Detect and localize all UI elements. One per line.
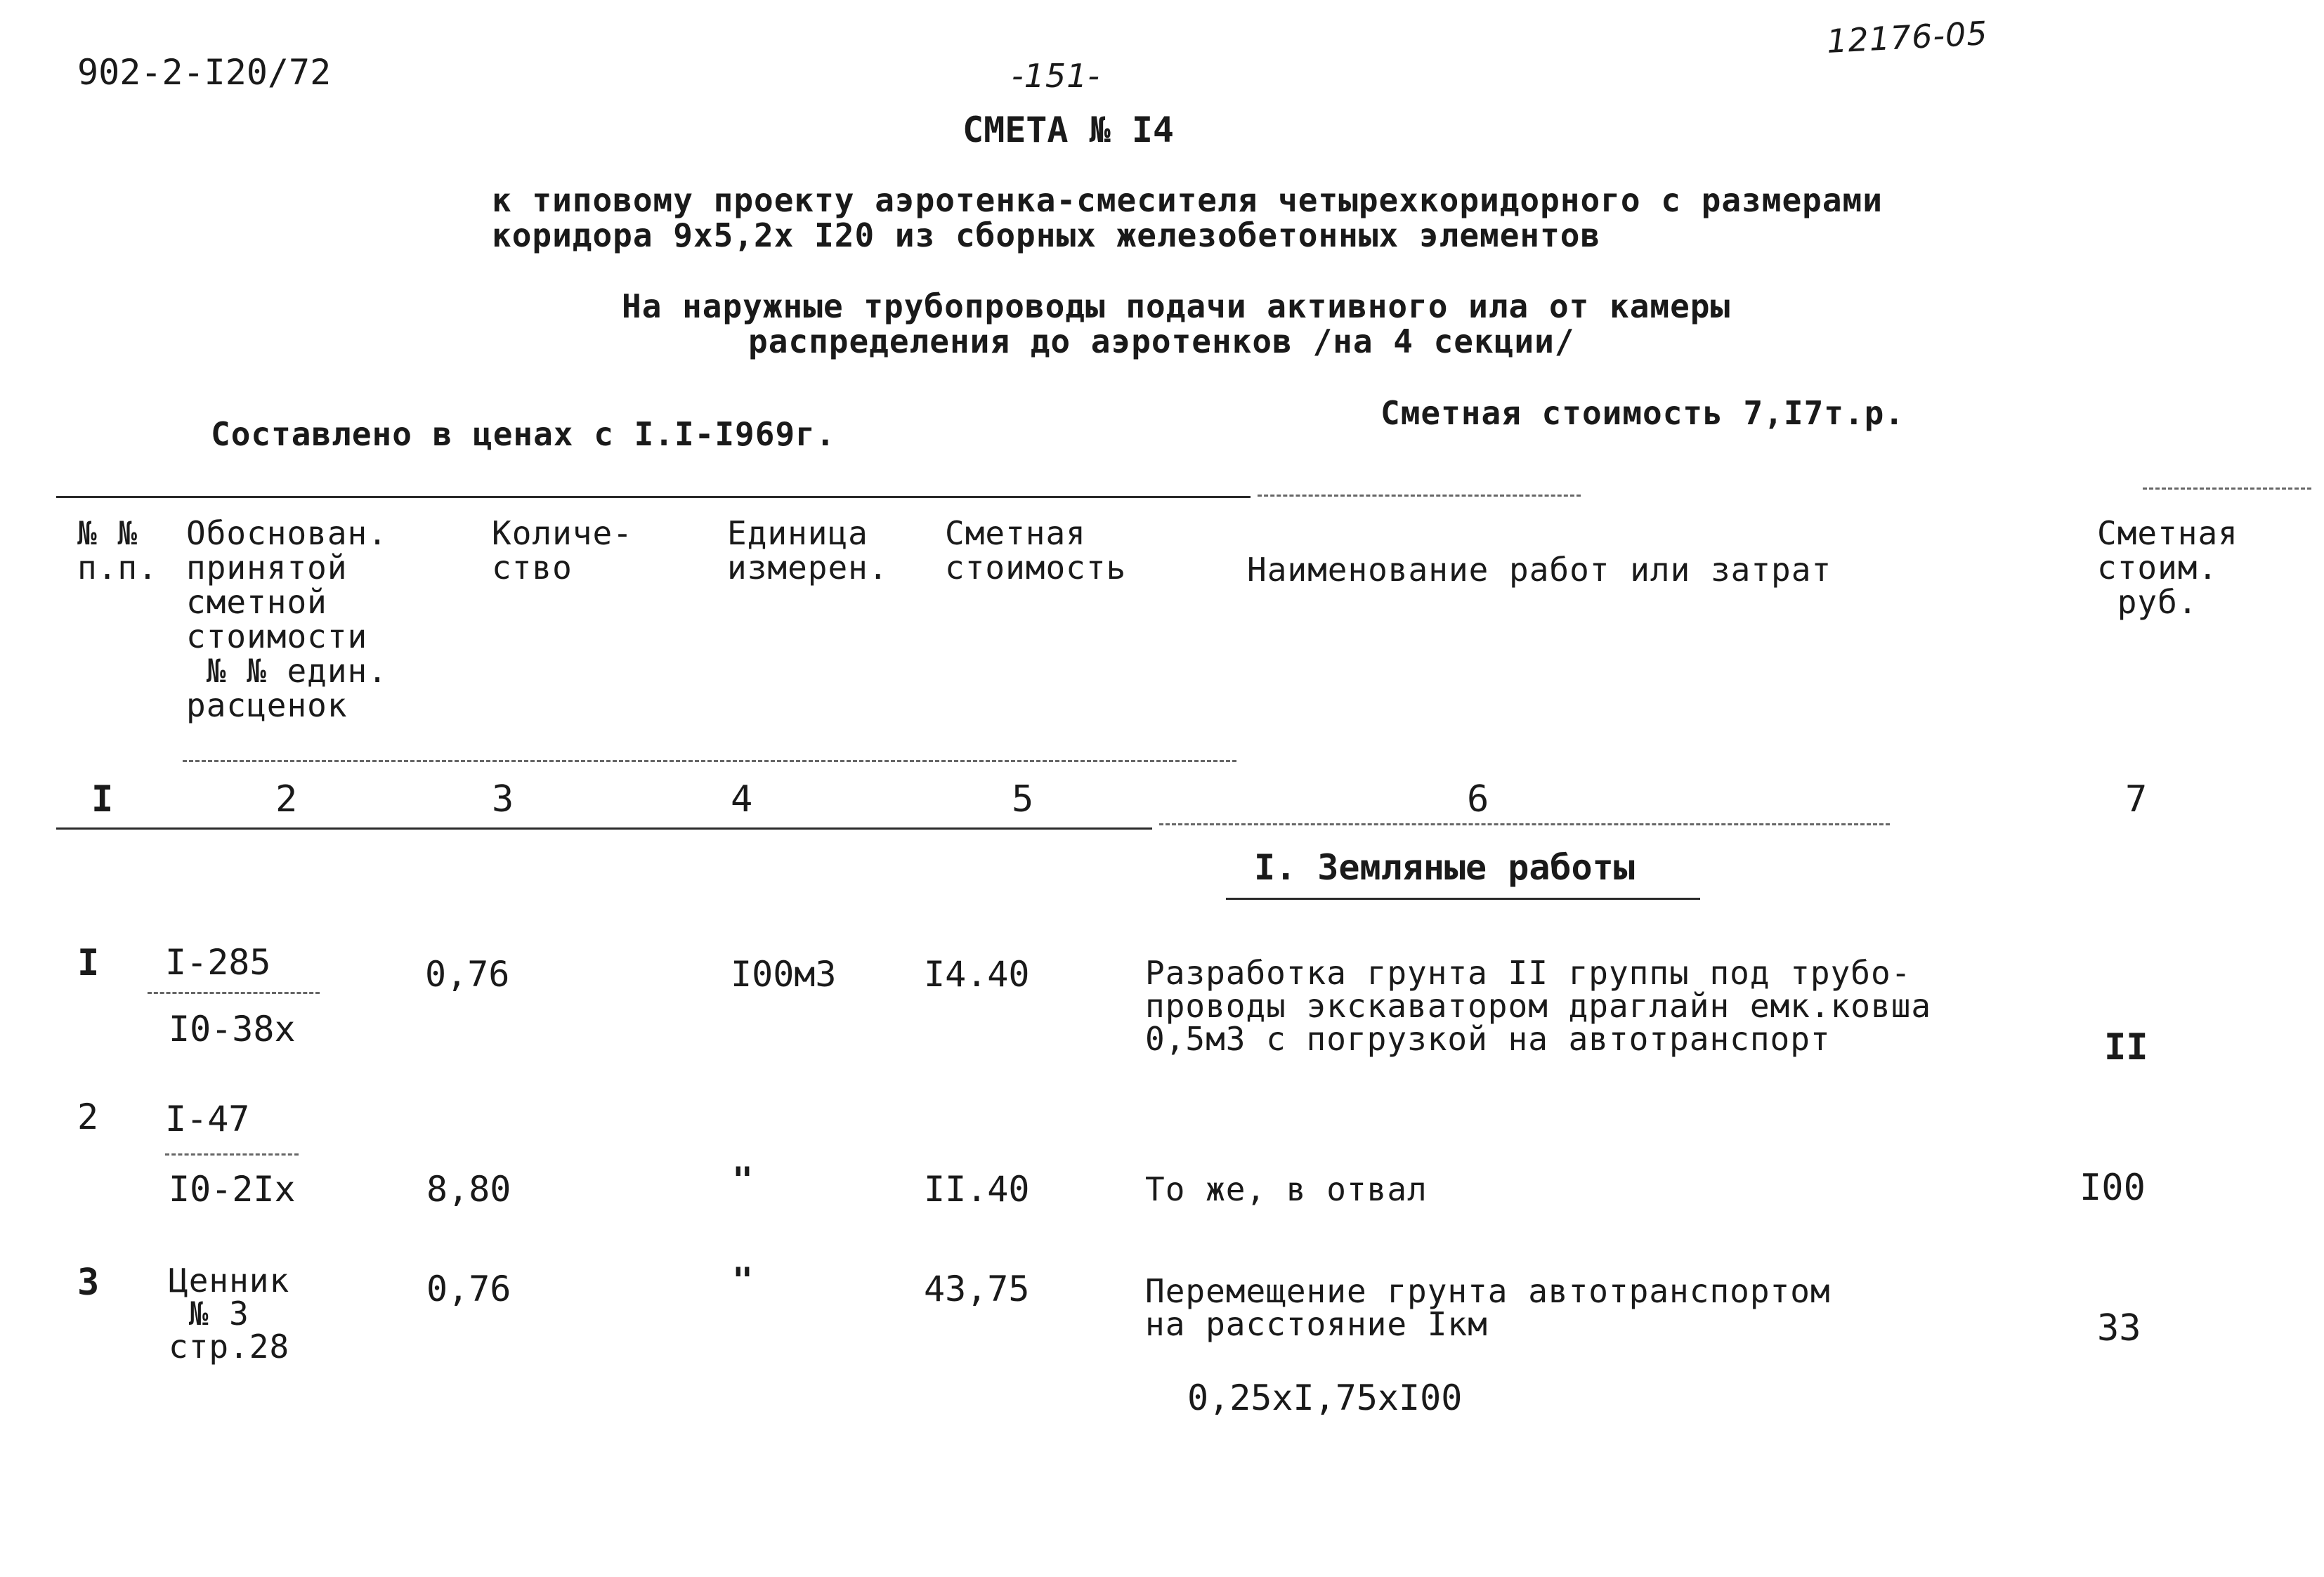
table-top-rule-dashed	[1258, 495, 1581, 497]
row-2-basis-fraction-line	[165, 1153, 299, 1156]
column-header-number: № № п.п.	[77, 514, 158, 587]
row-2-number: 2	[77, 1097, 99, 1137]
row-2-quantity: 8,80	[426, 1169, 511, 1210]
row-2-unit-cost: II.40	[924, 1169, 1030, 1210]
column-header-unit: Единица измерен.	[727, 514, 889, 587]
row-3-number: 3	[77, 1262, 100, 1304]
row-3-quantity: 0,76	[426, 1269, 511, 1309]
row-3-unit: "	[732, 1260, 754, 1301]
column-header-quantity: Количе- ство	[492, 514, 633, 587]
section-title: I. Земляные работы	[1254, 847, 1635, 888]
row-1-description: Разработка грунта II группы под трубо- проводы экскаватором драглайн емк.ковша 0,5м3 с погрузкой на автотранспорт	[1145, 954, 1932, 1058]
row-1-quantity: 0,76	[425, 954, 510, 995]
column-header-total: Сметная стоим. руб.	[2097, 514, 2238, 621]
estimated-cost: Сметная стоимость 7,I7т.р.	[1380, 394, 1905, 432]
row-2-basis-top: I-47	[165, 1099, 250, 1139]
row-3-unit-cost: 43,75	[924, 1269, 1030, 1309]
row-2-unit: "	[732, 1160, 754, 1200]
section-title-underline	[1226, 898, 1700, 900]
row-1-number: I	[77, 942, 100, 984]
purpose-line-1: На наружные трубопроводы подачи активного ила от камеры	[622, 287, 1731, 325]
column-numbers-rule	[56, 827, 1152, 830]
column-header-basis: Обоснован. принятой сметной стоимости № № един. расценок	[186, 514, 388, 724]
table-top-rule	[56, 496, 1251, 498]
row-3-total: 33	[2097, 1307, 2141, 1349]
row-1-basis-fraction-line	[148, 992, 320, 994]
subtitle-line-2: коридора 9х5,2х I20 из сборных железобетонных элементов	[492, 216, 1601, 254]
column-number-7: 7	[2125, 778, 2148, 820]
row-2-description: То же, в отвал	[1145, 1170, 1428, 1208]
row-3-formula: 0,25хI,75хI00	[1187, 1378, 1463, 1418]
column-header-description: Наименование работ или затрат	[1247, 551, 1832, 589]
column-number-5: 5	[1012, 778, 1034, 820]
row-2-total: I00	[2080, 1167, 2146, 1209]
column-number-6: 6	[1467, 778, 1489, 820]
archive-number: 12176-05	[1825, 14, 1989, 60]
table-top-rule-dashed-right	[2143, 488, 2311, 490]
document-code: 902-2-I20/72	[77, 52, 332, 93]
column-number-3: 3	[492, 778, 514, 820]
page-number: -151-	[1012, 57, 1100, 95]
row-1-basis-top: I-285	[165, 942, 271, 983]
column-header-unit-cost: Сметная стоимость	[945, 514, 1127, 587]
row-1-unit-cost: I4.40	[924, 954, 1030, 995]
row-2-basis-bottom: I0-2Iх	[169, 1169, 296, 1210]
row-1-unit: I00м3	[731, 954, 837, 995]
row-3-basis: Ценник № 3 стр.28	[169, 1262, 290, 1366]
column-number-1: I	[91, 778, 114, 820]
subtitle-line-1: к типовому проекту аэротенка-смесителя четырехкоридорного с размерами	[492, 181, 1883, 219]
column-number-2: 2	[275, 778, 298, 820]
page-title: СМЕТА № I4	[962, 110, 1175, 150]
row-3-description: Перемещение грунта автотранспортом на расстояние Iкм	[1145, 1272, 1831, 1343]
row-1-total: II	[2104, 1026, 2148, 1068]
purpose-line-2: распределения до аэротенков /на 4 секции/	[748, 322, 1575, 360]
row-1-basis-bottom: I0-38х	[169, 1009, 296, 1049]
column-number-4: 4	[731, 778, 753, 820]
header-bottom-rule	[183, 760, 1236, 762]
column-numbers-rule-dashed	[1159, 823, 1890, 825]
prices-basis: Составлено в ценах с I.I-I969г.	[211, 415, 836, 453]
